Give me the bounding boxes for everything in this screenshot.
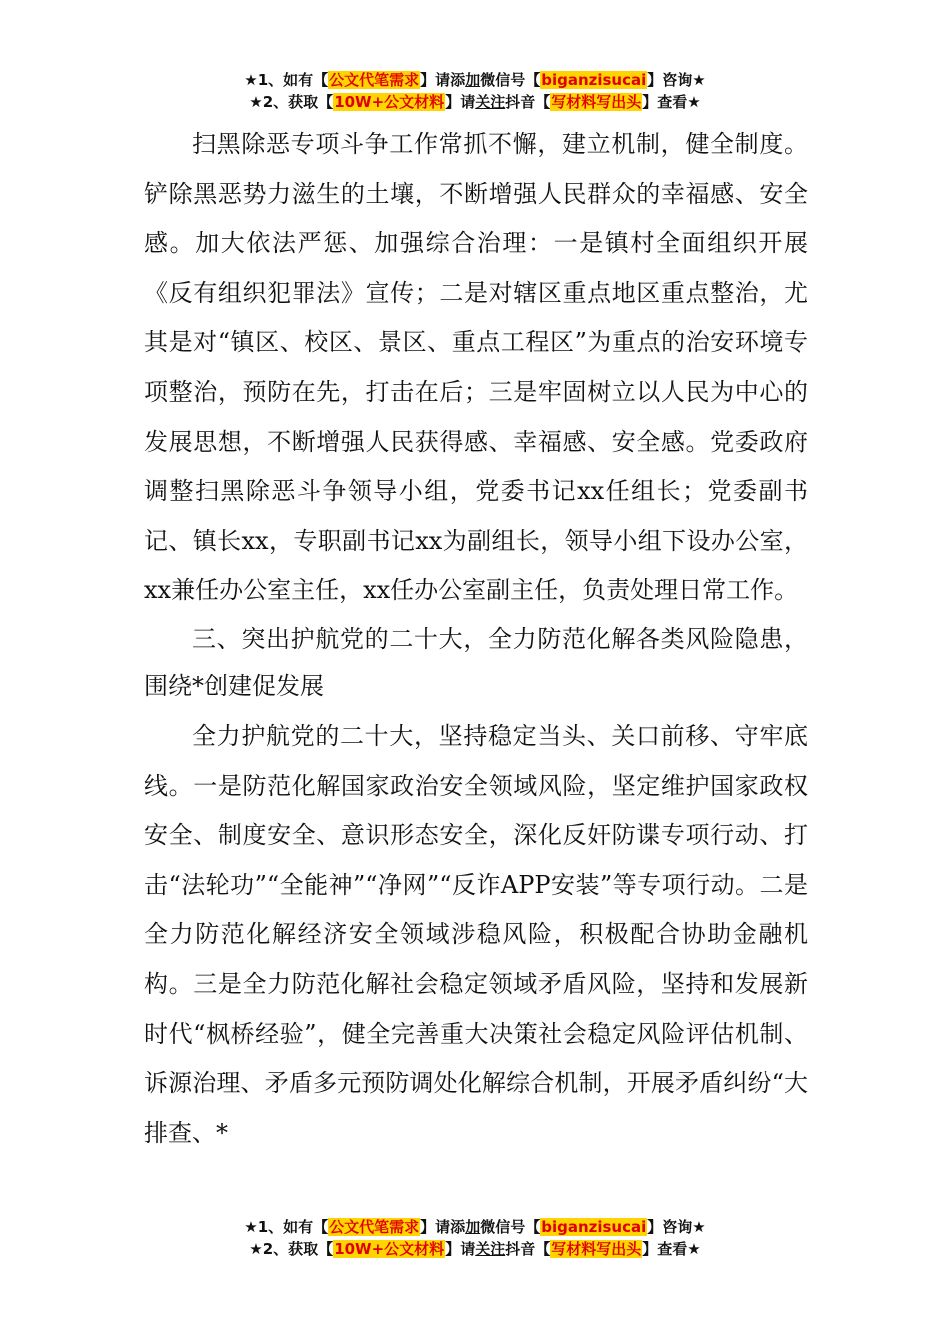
banner-highlight: 写材料写出头 bbox=[551, 93, 642, 111]
paragraph: 扫黑除恶专项斗争工作常抓不懈，建立机制，健全制度。铲除黑恶势力滋生的土壤，不断增强人民群众的幸福感、安全感。加大依法严惩、加强综合治理：一是镇村全面组织开展《反有组织犯罪法》宣传；二是对辖区重点地区重点整治，尤其是对“镇区、校区、景区、重点工程区”为重点的治安环境专项整治，预防在先，打击在后；三是牢固树立以人民为中心的发展思想，不断增强人民获得感、幸福感、安全感。党委政府调整扫黑除恶斗争领导小组，党委书记xx任组长；党委副书记、镇长xx，专职副书记xx为副组长，领导小组下设办公室，xx兼任办公室主任，xx任办公室副主任，负责处理日常工作。 bbox=[144, 130, 808, 605]
banner-text: 】查看★ bbox=[642, 93, 701, 111]
banner-text: ★2、获取【 bbox=[249, 93, 334, 111]
banner-text: 】请添 bbox=[420, 1218, 466, 1236]
footer-banner bbox=[0, 1216, 950, 1260]
banner-text: 】请添 bbox=[420, 71, 466, 89]
banner-highlight: 10W+公文材料 bbox=[334, 1240, 445, 1258]
banner-text: 】请 bbox=[445, 1240, 476, 1258]
banner-text: 】咨询★ bbox=[647, 1218, 706, 1236]
banner-text: 】咨询★ bbox=[647, 71, 706, 89]
banner-highlight: 公文代笔需求 bbox=[329, 1218, 420, 1236]
banner-text: 】查看★ bbox=[642, 1240, 701, 1258]
banner-highlight: 写材料写出头 bbox=[551, 1240, 642, 1258]
banner-line-1 bbox=[0, 1216, 950, 1238]
banner-underline: 关注 bbox=[475, 93, 506, 111]
banner-text: ★1、如有【 bbox=[244, 1218, 329, 1236]
banner-underline: 关注 bbox=[475, 1240, 506, 1258]
banner-underline: 加 bbox=[465, 71, 481, 89]
header-banner bbox=[0, 69, 950, 113]
banner-line-2 bbox=[0, 1238, 950, 1260]
banner-highlight: biganzisucai bbox=[541, 71, 647, 89]
banner-text: 抖音【 bbox=[505, 1240, 551, 1258]
banner-line-2 bbox=[0, 91, 950, 113]
banner-text: 微信号【 bbox=[480, 71, 541, 89]
banner-text: ★2、获取【 bbox=[249, 1240, 334, 1258]
section-heading: 三、突出护航党的二十大，全力防范化解各类风险隐患，围绕*创建促发展 bbox=[144, 624, 808, 700]
document-body bbox=[144, 120, 808, 1158]
banner-highlight: 10W+公文材料 bbox=[334, 93, 445, 111]
banner-highlight: biganzisucai bbox=[541, 1218, 647, 1236]
banner-highlight: 公文代笔需求 bbox=[329, 71, 420, 89]
banner-text: 】请 bbox=[445, 93, 476, 111]
paragraph: 全力护航党的二十大，坚持稳定当头、关口前移、守牢底线。一是防范化解国家政治安全领域风险，坚定维护国家政权安全、制度安全、意识形态安全，深化反奸防谍专项行动、打击“法轮功”“全能神”“净网”“反诈APP安装”等专项行动。二是全力防范化解经济安全领域涉稳风险，积极配合协助金融机构。三是全力防范化解社会稳定领域矛盾风险，坚持和发展新时代“枫桥经验”，健全完善重大决策社会稳定风险评估机制、诉源治理、矛盾多元预防调处化解综合机制，开展矛盾纠纷“大排查、* bbox=[144, 721, 808, 1147]
banner-text: 抖音【 bbox=[505, 93, 551, 111]
banner-line-1 bbox=[0, 69, 950, 91]
banner-text: ★1、如有【 bbox=[244, 71, 329, 89]
banner-underline: 加 bbox=[465, 1218, 481, 1236]
banner-text: 微信号【 bbox=[480, 1218, 541, 1236]
